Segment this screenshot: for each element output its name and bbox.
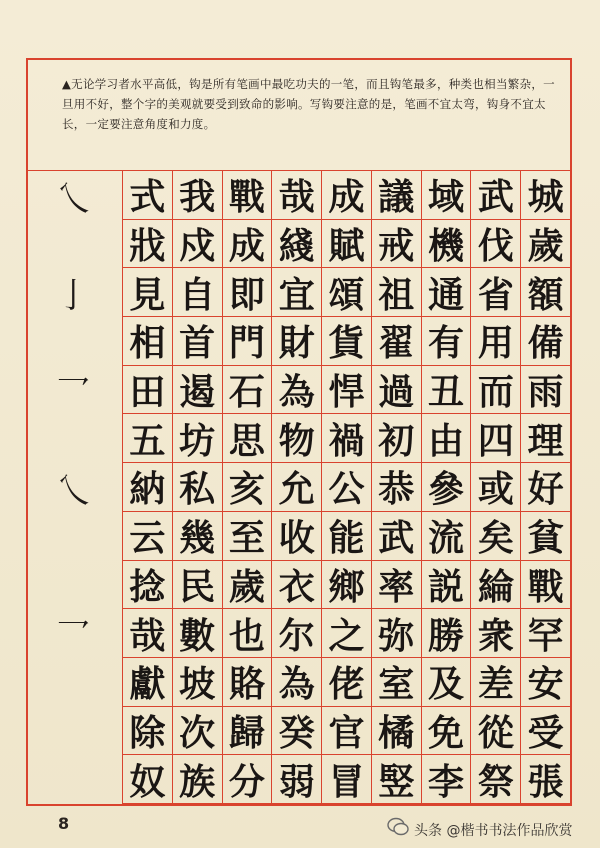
character-cell: 佬 <box>322 658 372 707</box>
character-cell: 物 <box>272 414 322 463</box>
character-cell: 收 <box>272 512 322 561</box>
character-cell: 戕 <box>123 220 173 269</box>
character-cell: 門 <box>223 317 273 366</box>
stroke-sample: 乀 <box>56 179 90 219</box>
character-cell: 獻 <box>123 658 173 707</box>
character-cell: 或 <box>471 463 521 512</box>
character-cell: 竪 <box>372 755 422 804</box>
stroke-sample: 乀 <box>56 471 90 512</box>
character-cell: 由 <box>422 414 472 463</box>
character-cell: 理 <box>521 414 571 463</box>
character-cell: 恭 <box>372 463 422 512</box>
stroke-sample: 亅 <box>56 276 90 317</box>
character-cell: 及 <box>422 658 472 707</box>
character-cell: 禍 <box>322 414 372 463</box>
character-cell: 即 <box>223 268 273 317</box>
character-cell: 賦 <box>322 220 372 269</box>
character-cell: 備 <box>521 317 571 366</box>
character-cell: 橘 <box>372 707 422 756</box>
character-cell: 歲 <box>521 220 571 269</box>
character-cell: 過 <box>372 366 422 415</box>
character-cell: 遏 <box>173 366 223 415</box>
character-cell: 祭 <box>471 755 521 804</box>
character-cell: 首 <box>173 317 223 366</box>
character-cell: 域 <box>422 171 472 220</box>
character-cell: 説 <box>422 561 472 610</box>
character-cell: 民 <box>173 561 223 610</box>
character-cell: 武 <box>372 512 422 561</box>
character-cell: 弱 <box>272 755 322 804</box>
character-cell: 免 <box>422 707 472 756</box>
character-cell: 勝 <box>422 609 472 658</box>
character-cell: 田 <box>123 366 173 415</box>
character-cell: 安 <box>521 658 571 707</box>
character-cell: 相 <box>123 317 173 366</box>
character-cell: 衆 <box>471 609 521 658</box>
character-cell: 機 <box>422 220 472 269</box>
character-cell: 官 <box>322 707 372 756</box>
character-cell: 云 <box>123 512 173 561</box>
character-cell: 哉 <box>123 609 173 658</box>
character-cell: 也 <box>223 609 273 658</box>
character-cell: 坊 <box>173 414 223 463</box>
character-cell: 綸 <box>471 561 521 610</box>
character-cell: 張 <box>521 755 571 804</box>
character-cell: 成 <box>322 171 372 220</box>
character-cell: 公 <box>322 463 372 512</box>
character-cell: 綫 <box>272 220 322 269</box>
character-cell: 頌 <box>322 268 372 317</box>
character-cell: 次 <box>173 707 223 756</box>
character-cell: 額 <box>521 268 571 317</box>
character-cell: 李 <box>422 755 472 804</box>
character-cell: 伐 <box>471 220 521 269</box>
watermark-text: 头条 @楷书书法作品欣赏 <box>414 823 573 839</box>
character-cell: 癸 <box>272 707 322 756</box>
character-cell: 宜 <box>272 268 322 317</box>
character-cell: 議 <box>372 171 422 220</box>
character-cell: 除 <box>123 707 173 756</box>
character-cell: 財 <box>272 317 322 366</box>
character-cell: 衣 <box>272 561 322 610</box>
character-cell: 之 <box>322 609 372 658</box>
character-cell: 奴 <box>123 755 173 804</box>
character-cell: 冒 <box>322 755 372 804</box>
character-cell: 歲 <box>223 561 273 610</box>
character-cell: 矣 <box>471 512 521 561</box>
instruction-text: ▲无论学习者水平高低，钩是所有笔画中最吃功夫的一笔，而且钩笔最多，种类也相当繁杂，一旦用不好，整个字的美观就要受到致命的影响。写钩要注意的是，笔画不宜太弯，钩身不宜太长，一定要注意角度和力度。 <box>62 77 555 131</box>
character-cell: 分 <box>223 755 273 804</box>
character-cell: 為 <box>272 658 322 707</box>
character-cell: 式 <box>123 171 173 220</box>
character-cell: 差 <box>471 658 521 707</box>
character-cell: 自 <box>173 268 223 317</box>
character-cell: 我 <box>173 171 223 220</box>
character-cell: 尔 <box>272 609 322 658</box>
character-cell: 至 <box>223 512 273 561</box>
character-cell: 坡 <box>173 658 223 707</box>
page-number: 8 <box>58 814 70 833</box>
character-cell: 武 <box>471 171 521 220</box>
character-cell: 亥 <box>223 463 273 512</box>
character-cell: 貨 <box>322 317 372 366</box>
stroke-sample: 乛 <box>56 373 90 414</box>
character-cell: 成 <box>223 220 273 269</box>
character-cell: 戒 <box>372 220 422 269</box>
character-cell: 允 <box>272 463 322 512</box>
wechat-icon <box>387 817 409 837</box>
character-cell: 戍 <box>173 220 223 269</box>
character-cell: 受 <box>521 707 571 756</box>
character-cell: 四 <box>471 414 521 463</box>
character-cell: 通 <box>422 268 472 317</box>
character-cell: 哉 <box>272 171 322 220</box>
character-cell: 有 <box>422 317 472 366</box>
character-cell: 初 <box>372 414 422 463</box>
character-cell: 五 <box>123 414 173 463</box>
character-cell: 丑 <box>422 366 472 415</box>
character-cell: 率 <box>372 561 422 610</box>
character-cell: 省 <box>471 268 521 317</box>
character-cell: 戰 <box>521 561 571 610</box>
character-cell: 翟 <box>372 317 422 366</box>
character-cell: 城 <box>521 171 571 220</box>
character-cell: 用 <box>471 317 521 366</box>
character-cell: 弥 <box>372 609 422 658</box>
character-cell: 悍 <box>322 366 372 415</box>
character-grid <box>122 171 571 804</box>
character-cell: 貧 <box>521 512 571 561</box>
character-cell: 賂 <box>223 658 273 707</box>
character-cell: 能 <box>322 512 372 561</box>
character-cell: 見 <box>123 268 173 317</box>
character-cell: 為 <box>272 366 322 415</box>
character-cell: 雨 <box>521 366 571 415</box>
character-cell: 參 <box>422 463 472 512</box>
character-cell: 好 <box>521 463 571 512</box>
character-cell: 納 <box>123 463 173 512</box>
character-cell: 而 <box>471 366 521 415</box>
stroke-sample: 乛 <box>56 617 90 658</box>
character-cell: 捻 <box>123 561 173 610</box>
character-cell: 思 <box>223 414 273 463</box>
character-cell: 鄉 <box>322 561 372 610</box>
character-cell: 私 <box>173 463 223 512</box>
stroke-column <box>28 171 118 804</box>
character-cell: 罕 <box>521 609 571 658</box>
character-cell: 祖 <box>372 268 422 317</box>
character-cell: 幾 <box>173 512 223 561</box>
character-cell: 流 <box>422 512 472 561</box>
character-cell: 族 <box>173 755 223 804</box>
character-cell: 歸 <box>223 707 273 756</box>
character-cell: 從 <box>471 707 521 756</box>
character-cell: 室 <box>372 658 422 707</box>
character-cell: 石 <box>223 366 273 415</box>
character-cell: 戰 <box>223 171 273 220</box>
character-cell: 數 <box>173 609 223 658</box>
